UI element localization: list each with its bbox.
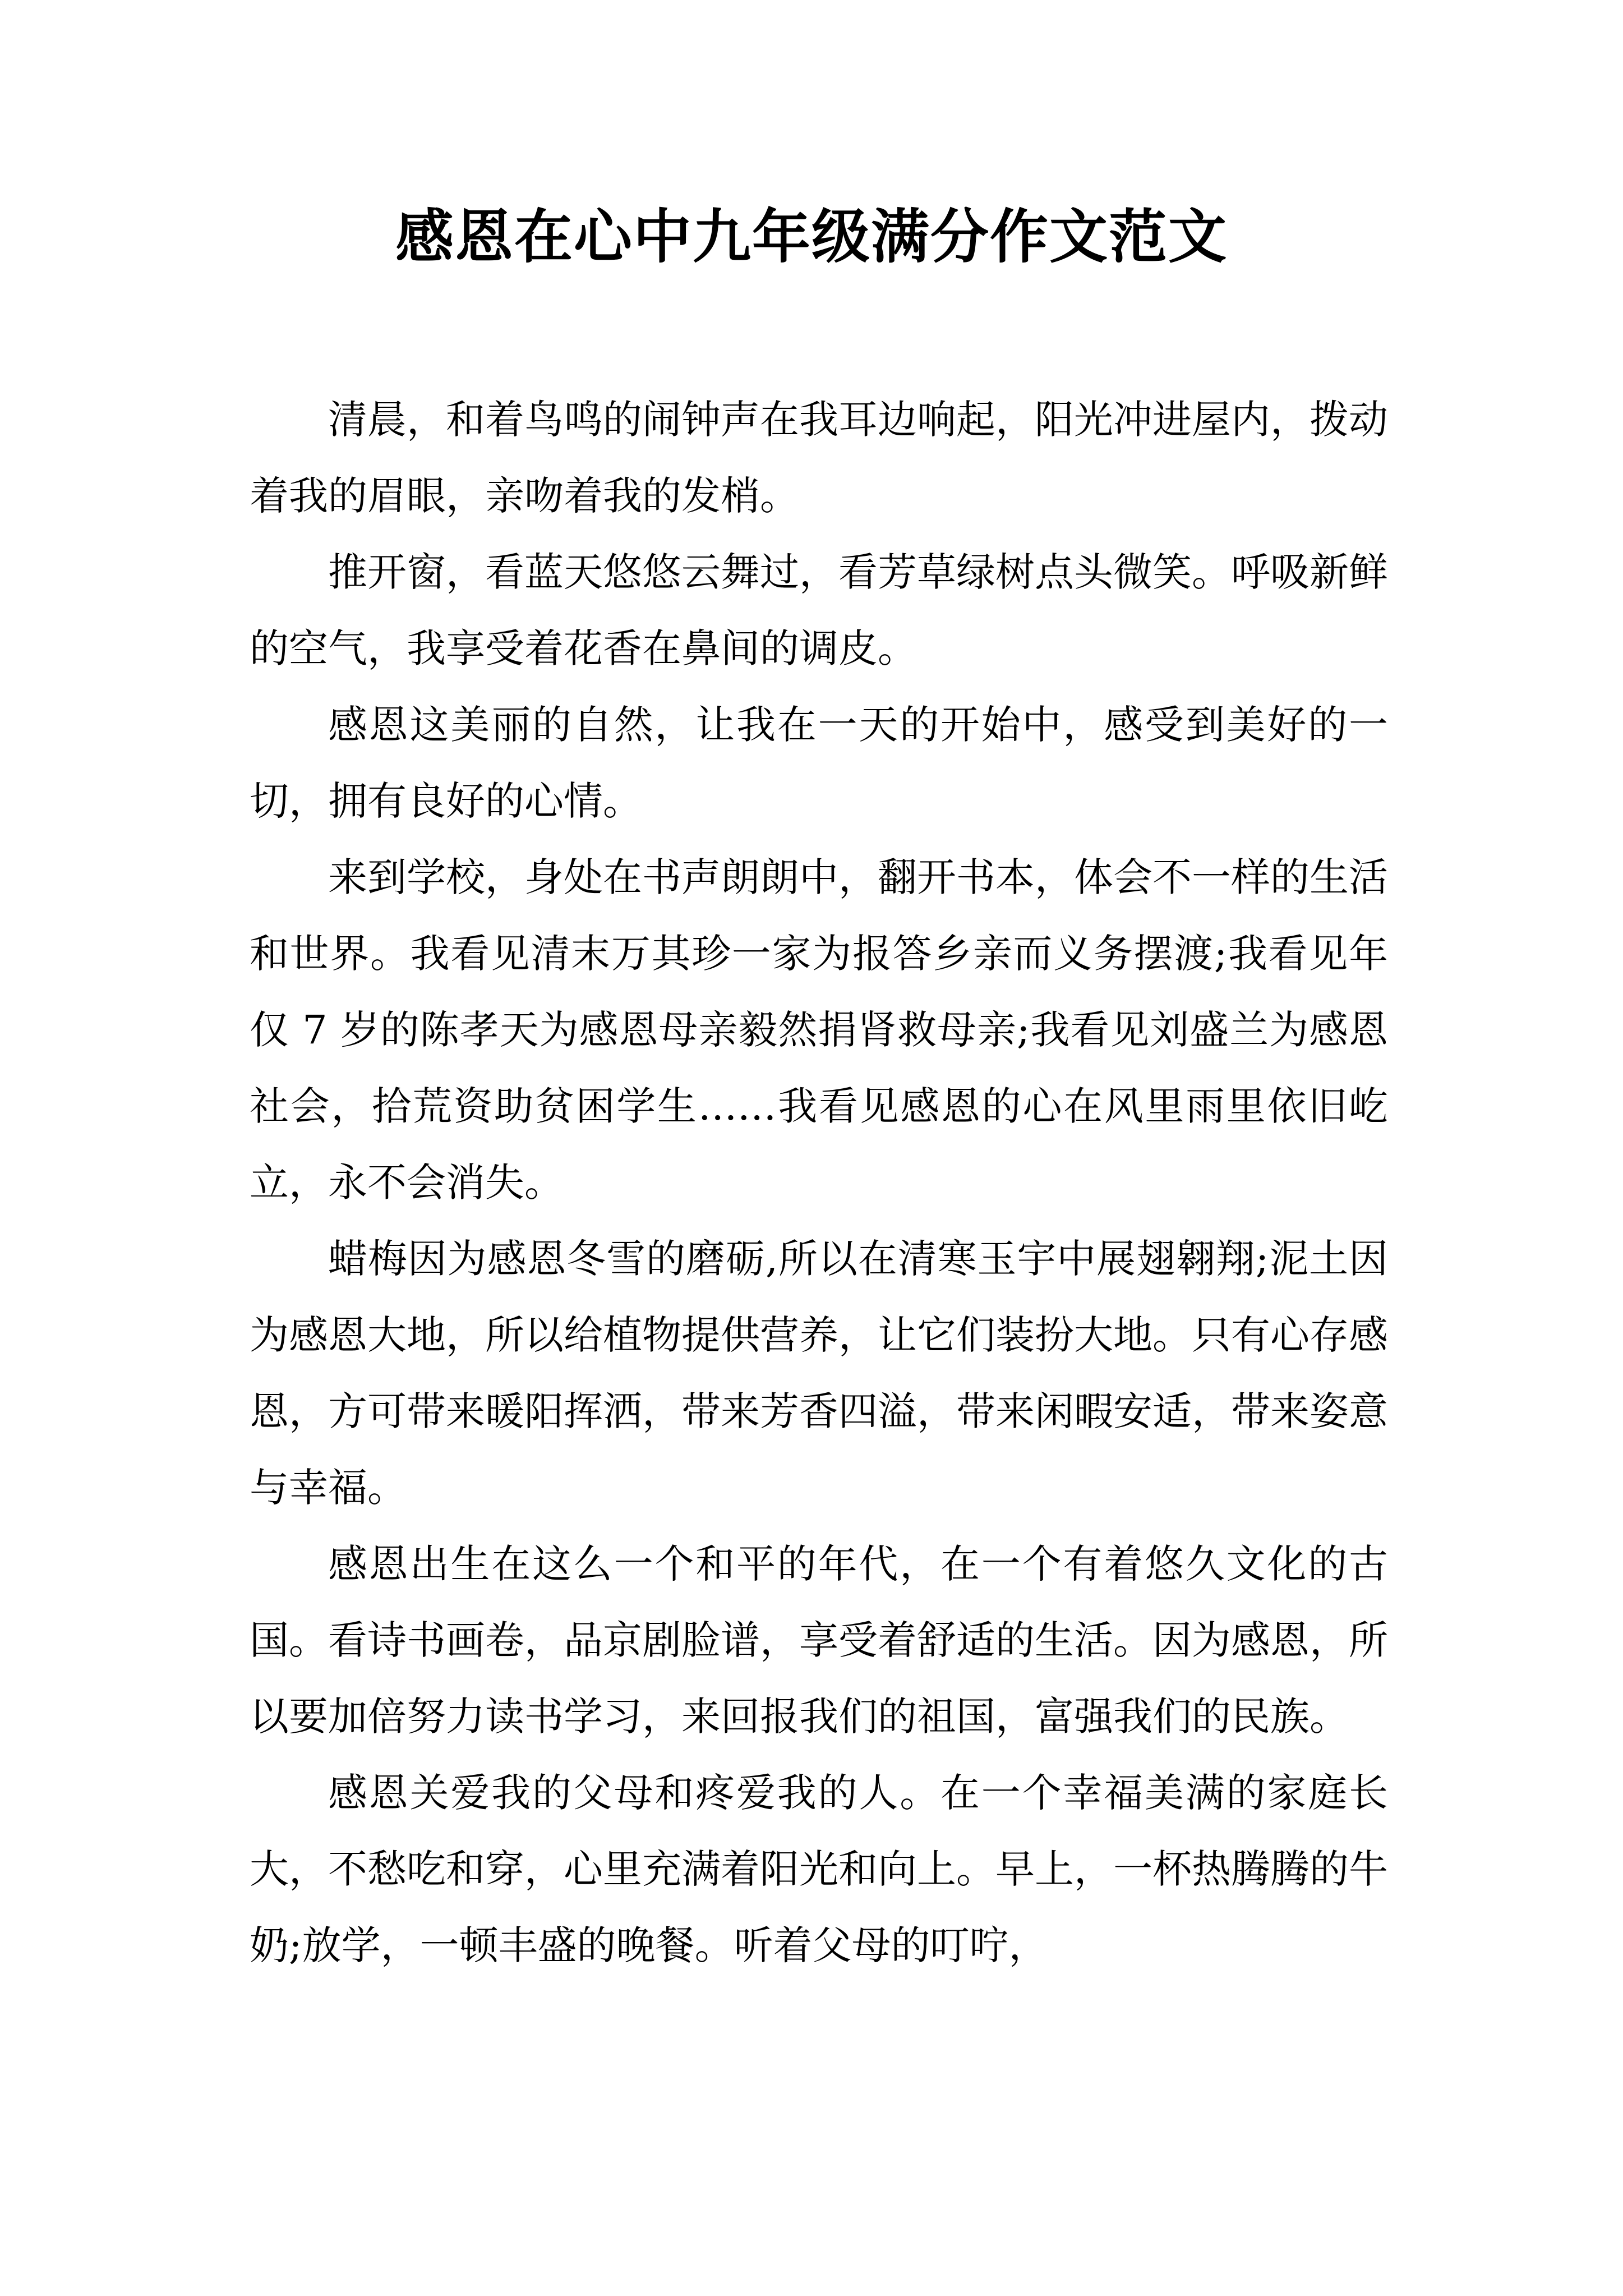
document-title: 感恩在心中九年级满分作文范文 — [395, 202, 1228, 271]
paragraph: 感恩出生在这么一个和平的年代，在一个有着悠久文化的古国。看诗书画卷，品京剧脸谱，享受着舒适的生活。因为感恩，所以要加倍努力读书学习，来回报我们的祖国，富强我们的民族。 — [250, 1541, 1388, 1740]
document-body — [250, 381, 1388, 1984]
paragraph: 蜡梅因为感恩冬雪的磨砺,所以在清寒玉宇中展翅翱翔;泥土因为感恩大地，所以给植物提供营养，让它们装扮大地。只有心存感恩，方可带来暖阳挥洒，带来芳香四溢，带来闲暇安适，带来姿意与幸福。 — [250, 1236, 1388, 1511]
paragraph: 感恩关爱我的父母和疼爱我的人。在一个幸福美满的家庭长大，不愁吃和穿，心里充满着阳光和向上。早上，一杯热腾腾的牛奶;放学，一顿丰盛的晚餐。听着父母的叮咛， — [250, 1770, 1388, 1968]
paragraph: 感恩这美丽的自然，让我在一天的开始中，感受到美好的一切，拥有良好的心情。 — [250, 702, 1388, 824]
paragraph: 推开窗，看蓝天悠悠云舞过，看芳草绿树点头微笑。呼吸新鲜的空气，我享受着花香在鼻间的调皮。 — [250, 549, 1388, 671]
paragraph: 来到学校，身处在书声朗朗中，翻开书本，体会不一样的生活和世界。我看见清末万其珍一家为报答乡亲而义务摆渡;我看见年仅 7 岁的陈孝天为感恩母亲毅然捐肾救母亲;我看见刘盛兰为感恩社会，拾荒资助贫困学生……我看见感恩的心在风里雨里依旧屹立，永不会消失。 — [250, 854, 1388, 1205]
paragraph: 清晨，和着鸟鸣的闹钟声在我耳边响起，阳光冲进屋内，拨动着我的眉眼，亲吻着我的发梢。 — [250, 397, 1388, 519]
